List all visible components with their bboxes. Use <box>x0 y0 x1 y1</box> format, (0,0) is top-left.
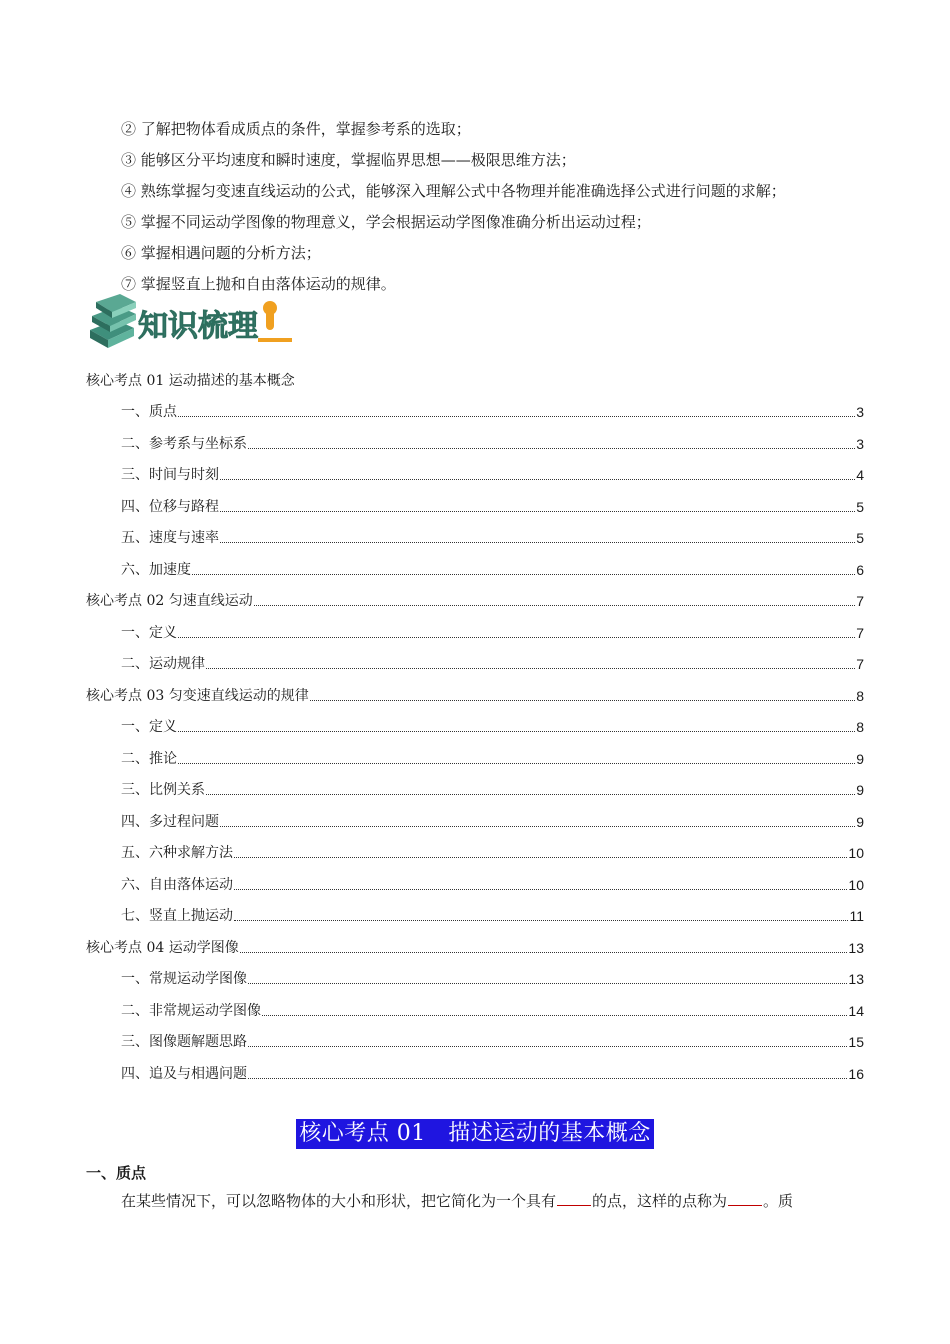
toc-entry[interactable] <box>86 552 864 584</box>
toc-entry-page: 7 <box>856 624 864 641</box>
toc-entry-page: 16 <box>848 1065 864 1082</box>
toc-entry-title: 一、常规运动学图像 <box>121 971 247 987</box>
toc-entry-page: 4 <box>856 467 864 483</box>
goal-item: ③ 能够区分平均速度和瞬时速度，掌握临界思想——极限思维方法； <box>121 151 576 169</box>
toc-leader-dots <box>310 699 855 701</box>
toc-leader-dots <box>178 730 855 732</box>
toc-entry-page: 11 <box>849 908 864 924</box>
toc-entry-page: 3 <box>856 404 864 420</box>
toc-entry[interactable] <box>86 363 864 395</box>
toc-entry[interactable] <box>86 615 864 647</box>
toc-entry-page: 8 <box>856 719 864 735</box>
toc-leader-dots <box>234 856 847 858</box>
toc-entry-page: 15 <box>848 1034 864 1050</box>
toc-entry-title: 三、比例关系 <box>121 782 205 798</box>
toc-entry[interactable] <box>86 899 864 931</box>
toc-leader-dots <box>220 510 855 512</box>
goal-item: ⑤ 掌握不同运动学图像的物理意义，学会根据运动学图像准确分析出运动过程； <box>121 213 651 231</box>
toc-entry[interactable] <box>86 962 864 994</box>
toc-leader-dots <box>248 982 847 984</box>
toc-entry-title: 四、位移与路程 <box>121 498 219 515</box>
toc-entry[interactable] <box>86 930 864 962</box>
toc-entry-title: 核心考点 02 匀速直线运动 <box>86 593 253 609</box>
toc-entry-page: 6 <box>856 561 864 578</box>
knowledge-banner <box>86 290 306 354</box>
fill-blank[interactable] <box>728 1191 762 1206</box>
toc-entry[interactable] <box>86 741 864 773</box>
section-title-text: 核心考点 01 描述运动的基本概念 <box>296 1119 654 1149</box>
goal-item: ② 了解把物体看成质点的条件，掌握参考系的选取； <box>121 120 471 138</box>
toc-entry-page: 10 <box>848 876 864 893</box>
toc-entry[interactable] <box>86 1056 864 1088</box>
toc-entry[interactable] <box>86 426 864 458</box>
toc-entry-page: 10 <box>848 845 864 861</box>
toc-entry-title: 四、追及与相遇问题 <box>121 1065 247 1082</box>
paragraph-text: 的点，这样的点称为 <box>592 1192 728 1210</box>
toc-leader-dots <box>234 919 848 921</box>
fill-blank[interactable] <box>557 1191 591 1206</box>
toc-entry-title: 三、时间与时刻 <box>121 467 219 483</box>
paragraph-text: 在某些情况下，可以忽略物体的大小和形状，把它简化为一个具有 <box>121 1192 557 1210</box>
toc-entry-page: 8 <box>856 687 864 704</box>
toc-entry[interactable] <box>86 804 864 836</box>
body-paragraph <box>121 1190 881 1212</box>
toc-leader-dots <box>234 888 847 890</box>
toc-entry-title: 核心考点 04 运动学图像 <box>86 939 239 956</box>
learning-goals <box>121 114 881 300</box>
toc-entry-page: 14 <box>848 1002 864 1019</box>
toc-entry[interactable] <box>86 773 864 805</box>
toc-entry[interactable] <box>86 867 864 899</box>
toc-entry-title: 二、运动规律 <box>121 656 205 672</box>
toc-entry-title: 一、质点 <box>121 404 177 420</box>
toc-entry-title: 五、六种求解方法 <box>121 845 233 861</box>
toc-entry-page: 7 <box>856 656 864 672</box>
toc-entry[interactable] <box>86 993 864 1025</box>
toc-entry-title: 二、参考系与坐标系 <box>121 435 247 452</box>
toc-entry[interactable] <box>86 584 864 616</box>
toc-entry-title: 五、速度与速率 <box>121 530 219 546</box>
toc-entry-title: 三、图像题解题思路 <box>121 1034 247 1050</box>
toc-leader-dots <box>248 1077 847 1079</box>
toc-entry-page: 7 <box>856 593 864 609</box>
toc-entry[interactable] <box>86 647 864 679</box>
toc-entry-page: 9 <box>856 750 864 767</box>
toc-leader-dots <box>220 825 855 827</box>
goal-item: ④ 熟练掌握匀变速直线运动的公式，能够深入理解公式中各物理并能准确选择公式进行问题的求解； <box>121 182 786 200</box>
paragraph-text: 。质 <box>763 1192 794 1210</box>
goal-item: ⑥ 掌握相遇问题的分析方法； <box>121 244 321 262</box>
toc-entry-title: 一、定义 <box>121 624 177 641</box>
toc-entry[interactable] <box>86 710 864 742</box>
toc-leader-dots <box>178 636 855 638</box>
section-heading: 一、质点 <box>86 1164 147 1182</box>
toc-leader-dots <box>254 604 855 606</box>
toc-leader-dots <box>220 478 855 480</box>
toc-leader-dots <box>192 573 855 575</box>
toc-entry[interactable] <box>86 458 864 490</box>
toc-entry-title: 六、自由落体运动 <box>121 876 233 893</box>
toc-entry-page: 13 <box>848 971 864 987</box>
toc-entry[interactable] <box>86 678 864 710</box>
toc-leader-dots <box>262 1014 847 1016</box>
toc-entry-page: 3 <box>856 435 864 452</box>
toc-entry-title: 核心考点 03 匀变速直线运动的规律 <box>86 687 309 704</box>
toc-entry[interactable] <box>86 836 864 868</box>
toc-entry-title: 一、定义 <box>121 719 177 735</box>
toc-entry-page: 9 <box>856 813 864 830</box>
table-of-contents <box>86 363 864 1088</box>
toc-entry[interactable] <box>86 521 864 553</box>
toc-entry-page: 5 <box>856 498 864 515</box>
section-title <box>0 1119 950 1149</box>
toc-leader-dots <box>178 762 855 764</box>
toc-leader-dots <box>240 951 848 953</box>
toc-entry-title: 四、多过程问题 <box>121 813 219 830</box>
toc-leader-dots <box>178 415 855 417</box>
toc-entry-title: 二、非常规运动学图像 <box>121 1002 261 1019</box>
toc-entry-title: 核心考点 01 运动描述的基本概念 <box>86 372 295 389</box>
goal-item: ⑦ 掌握竖直上抛和自由落体运动的规律。 <box>121 275 396 293</box>
books-icon <box>86 290 306 354</box>
toc-leader-dots <box>206 793 855 795</box>
toc-leader-dots <box>220 541 855 543</box>
toc-entry-title: 六、加速度 <box>121 561 191 578</box>
toc-leader-dots <box>206 667 855 669</box>
toc-entry-title: 二、推论 <box>121 750 177 767</box>
toc-entry-title: 七、竖直上抛运动 <box>121 908 233 924</box>
toc-leader-dots <box>248 447 855 449</box>
toc-entry-page: 13 <box>848 939 864 956</box>
toc-entry[interactable] <box>86 489 864 521</box>
toc-entry[interactable] <box>86 1025 864 1057</box>
toc-entry-page: 9 <box>856 782 864 798</box>
toc-leader-dots <box>248 1045 847 1047</box>
toc-entry-page: 5 <box>856 530 864 546</box>
banner-text: 知识梳理 <box>138 309 258 344</box>
toc-entry[interactable] <box>86 395 864 427</box>
